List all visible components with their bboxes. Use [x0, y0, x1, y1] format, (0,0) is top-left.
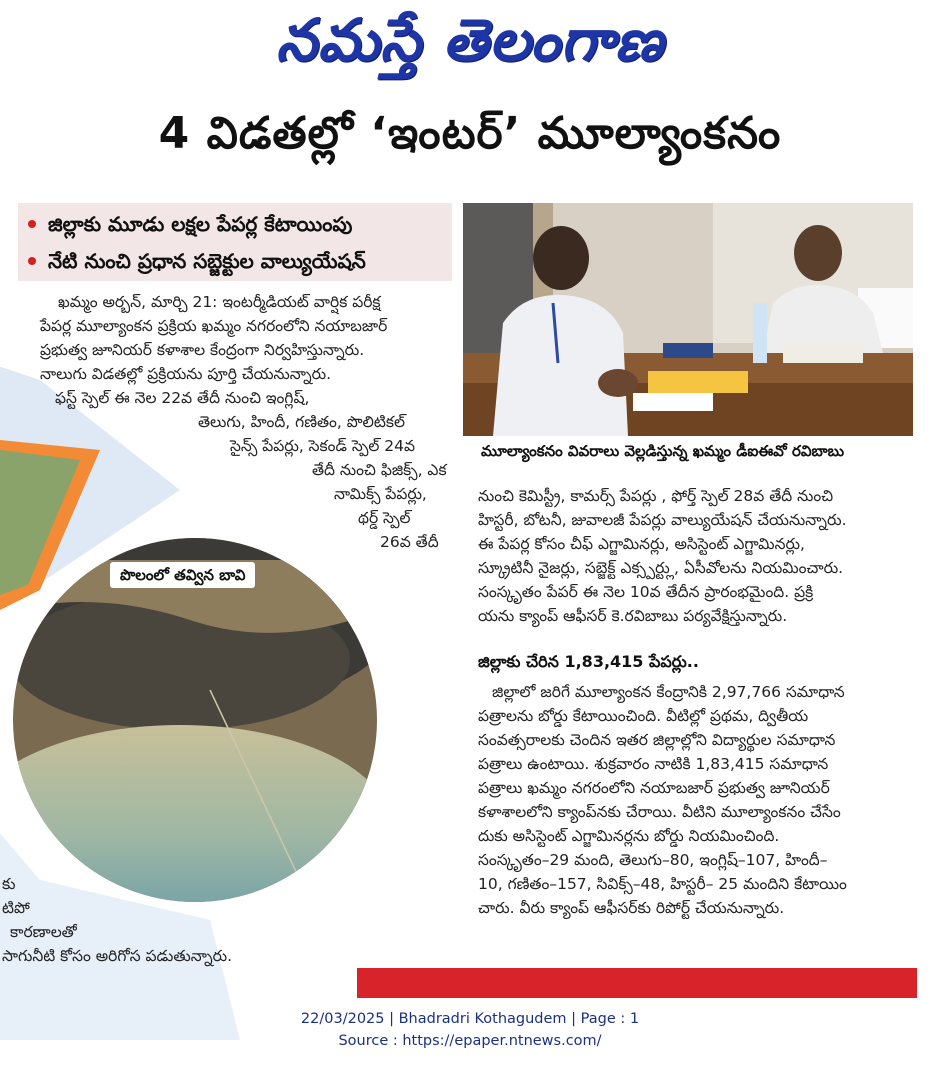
masthead — [0, 0, 940, 90]
image-label: పొలంలో తవ్విన బావి — [110, 562, 255, 588]
masthead-logo: నమస్తే తెలంగాణ — [276, 6, 664, 74]
bullet-icon — [28, 220, 36, 228]
footer-source-link[interactable]: Source : https://epaper.ntnews.com/ — [338, 1033, 602, 1049]
adjacent-story-fragment: కు టిపో కారణాలతో సాగునీటి కోసం అరిగోస పడుతున్నారు. — [2, 875, 233, 965]
highlight-item: జిల్లాకు మూడు లక్షల పేపర్ల కేటాయింపు — [18, 206, 352, 242]
highlight-item: నేటి నుంచి ప్రధాన సబ్జెక్టుల వాల్యుయేషన్ — [18, 243, 366, 279]
footer-date-line: 22/03/2025 | Bhadradri Kothagudem | Page : 1 — [300, 1011, 640, 1027]
headline: 4 విడతల్లో ‘ఇంటర్’ మూల్యాంకనం — [158, 108, 782, 159]
article-right-column-bottom: జిల్లాలో జరిగే మూల్యాంకన కేంద్రానికి 2,97,766 సమాధాన పత్రాలను బోర్డు కేటాయించింది. వీటిల్లో ప్రథమ, ద్వితీయ సంవత్సరాలకు చెందిన ఇతర జిల్లాల్లోని విద్యార్థుల సమాధాన పత్రాలు ఉంటాయి. శుక్రవారం నాటికి 1,83,415 సమాధాన పత్రాలు ఖమ్మం నగరంలోని నయాబజార్ ప్రభుత్వ జూనియర్ కళాశాలలోని క్యాంప్‌నకు చేరాయి. వీటిని మూల్యాంకనం చేసేం దుకు అసిస్టెంట్ ఎగ్జామినర్లను బోర్డు నియమించింది. సంస్కృతం–29 మంది, తెలుగు–80, ఇంగ్లిష్–107, హిందీ– 10, గణితం–157, సివిక్స్–48, హిస్టరీ– 25 మందిని కేటాయిం చారు. వీరు క్యాంప్ ఆఫీసర్‌కు రిపోర్ట్ చేయనున్నారు. — [478, 683, 847, 917]
highlights-box — [18, 203, 452, 281]
article-left-column: ఖమ్మం అర్బన్, మార్చి 21: ఇంటర్మీడియట్ వార్షిక పరీక్ష పేపర్ల మూల్యాంకన ప్రక్రియ ఖమ్మం నగరంలోని నయాబజార్ ప్రభుత్వ జూనియర్ కళాశాల కేంద్రంగా నిర్వహిస్తున్నారు. నాలుగు విడతల్లో ప్రక్రియను పూర్తి చేయనున్నారు. ఫస్ట్ స్పెల్ ఈ నెల 22వ తేదీ నుంచి ఇంగ్లిష్, తెలుగు, హిందీ, గణితం, పొలిటికల్ సైన్స్ పేపర్లు, సెకండ్ స్పెల్ 24వ తేదీ నుంచి ఫిజిక్స్, ఎక నామిక్స్ పేపర్లు, థర్డ్ స్పెల్ 26వ తేదీ — [40, 293, 447, 551]
next-story-header-band — [357, 968, 917, 998]
photo-caption: మూల్యాంకనం వివరాలు వెల్లడిస్తున్న ఖమ్మం డీఐఈవో రవిబాబు — [481, 442, 845, 460]
bullet-icon — [28, 257, 36, 265]
page-footer — [0, 1008, 940, 1052]
officials-photo — [463, 203, 913, 436]
section-subheading: జిల్లాకు చేరిన 1,83,415 పేపర్లు.. — [478, 652, 699, 671]
article-right-column-top: నుంచి కెమిస్ట్రీ, కామర్స్ పేపర్లు , ఫోర్త్ స్పెల్ 28వ తేదీ నుంచి హిస్టరీ, బోటనీ, జువాలజీ పేపర్లు వాల్యుయేషన్ చేయనున్నారు. ఈ పేపర్ల కోసం చీఫ్ ఎగ్జామినర్లు, అసిస్టెంట్ ఎగ్జామినర్లు, స్క్రూటినీ నైజర్లు, సబ్జెక్ట్ ఎక్స్పర్ట్లు, ఏసీవోలను నియమించారు. సంస్కృతం పేపర్ ఈ నెల 10వ తేదీన ప్రారంభమైంది. ప్రక్రి యను క్యాంప్ ఆఫీసర్ కె.రవిబాబు పర్యవేక్షిస్తున్నారు. — [478, 487, 847, 625]
